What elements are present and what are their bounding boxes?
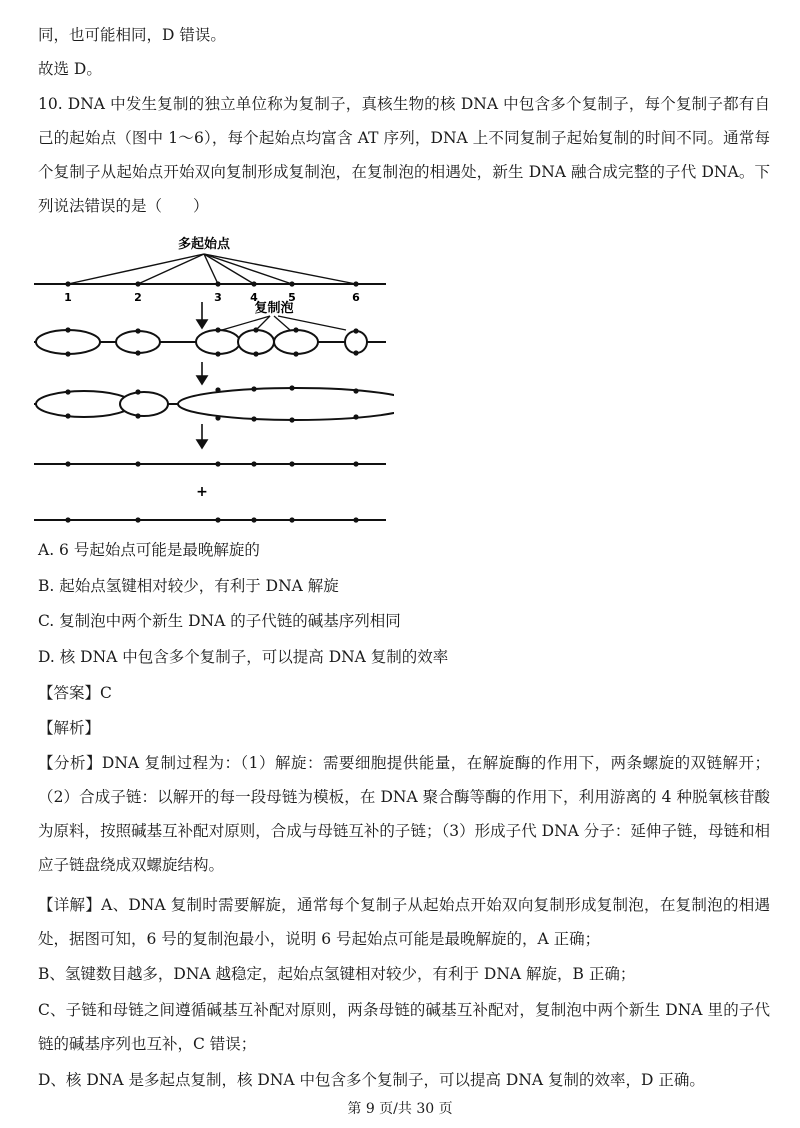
- origin-number: 5: [288, 291, 296, 304]
- question-stem: 10. DNA 中发生复制的独立单位称为复制子，真核生物的核 DNA 中包含多个复制子，每个复制子都有自己的起始点（图中 1～6），每个起始点均富含 AT 序列，DNA 上不同复制子起始复制的时间不同。通常每个复制子从起始点开始双向复制形成复制泡，在复制泡的相遇处，新生 DNA 融合成完整的子代 DNA。下列说法错误的是（ ）: [38, 95, 770, 215]
- origin-number: 2: [134, 291, 142, 304]
- page-footer: 第 9 页/共 30 页: [347, 1101, 453, 1117]
- down-arrow: [197, 424, 207, 448]
- analysis-heading: 【解析】: [38, 719, 101, 737]
- origin-dot: [251, 281, 256, 286]
- origin-dot: [215, 281, 220, 286]
- origin-dot: [353, 281, 358, 286]
- detail-a: 【详解】A、DNA 复制时需要解旋，通常每个复制子从起始点开始双向复制形成复制泡，在复制泡的相遇处，据图可知，6 号的复制泡最小，说明 6 号起始点可能是最晚解旋的，A 正确；: [38, 896, 770, 948]
- origin-number: 3: [214, 291, 222, 304]
- down-arrow: [197, 302, 207, 328]
- plus-sign: +: [196, 484, 208, 500]
- bubble-label: 复制泡: [254, 301, 294, 316]
- detail-d: D、核 DNA 是多起点复制，核 DNA 中包含多个复制子，可以提高 DNA 复制的效率，D 正确。: [38, 1071, 705, 1089]
- origin-dot: [135, 281, 140, 286]
- origin-number: 1: [64, 291, 72, 304]
- detail-b: B、氢键数目越多，DNA 越稳定，起始点氢键相对较少，有利于 DNA 解旋，B 正确；: [38, 965, 636, 983]
- origin-dot: [65, 281, 70, 286]
- prev-conclusion: 故选 D。: [38, 60, 102, 78]
- option-a: A. 6 号起始点可能是最晚解旋的: [38, 541, 260, 559]
- detail-c: C、子链和母链之间遵循碱基互补配对原则，两条母链的碱基互补配对，复制泡中两个新生 DNA 里的子代链的碱基序列也互补，C 错误；: [38, 1001, 770, 1053]
- analysis-fenxi: 【分析】DNA 复制过程为：（1）解旋：需要细胞提供能量，在解旋酶的作用下，两条螺旋的双链解开；（2）合成子链：以解开的每一段母链为模板，在 DNA 聚合酶等酶的作用下，利用游离的 4 种脱氧核苷酸为原料，按照碱基互补配对原则，合成与母链互补的子链；（3）形成子代 DNA 分子：延伸子链，母链和相应子链盘绕成双螺旋结构。: [38, 754, 770, 874]
- option-c: C. 复制泡中两个新生 DNA 的子代链的碱基序列相同: [38, 612, 401, 630]
- origin-dot: [289, 281, 294, 286]
- prev-answer-tail: 同，也可能相同，D 错误。: [38, 26, 226, 44]
- option-d: D. 核 DNA 中包含多个复制子，可以提高 DNA 复制的效率: [38, 648, 449, 666]
- origins-label: 多起始点: [177, 237, 231, 252]
- origin-number: 6: [352, 291, 360, 304]
- answer: 【答案】C: [38, 684, 112, 702]
- replication-figure: [34, 232, 394, 530]
- option-b: B. 起始点氢键相对较少，有利于 DNA 解旋: [38, 577, 339, 595]
- down-arrow: [197, 362, 207, 384]
- origin-number: 4: [250, 291, 258, 304]
